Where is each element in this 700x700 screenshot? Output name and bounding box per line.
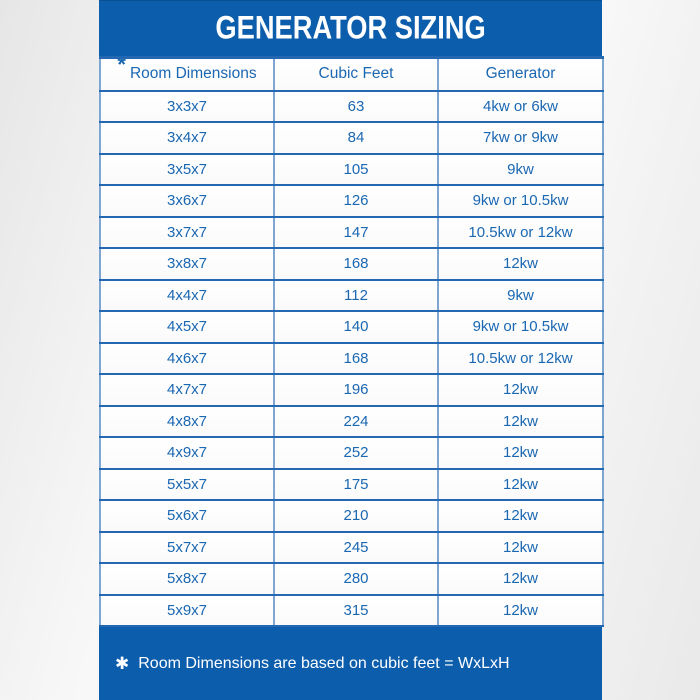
table-row: [100, 154, 603, 186]
table-row: [100, 311, 603, 343]
page-title: GENERATOR SIZING: [215, 8, 486, 47]
cubic-feet-cell: 140: [274, 311, 438, 343]
generator-cell: 12kw: [438, 406, 603, 438]
generator-cell: 12kw: [438, 437, 603, 469]
generator-cell: 12kw: [438, 374, 603, 406]
room-dimensions-cell: 3x7x7: [100, 217, 274, 249]
cubic-feet-cell: 245: [274, 532, 438, 564]
room-dimensions-cell: 4x5x7: [100, 311, 274, 343]
room-dimensions-cell: 5x5x7: [100, 469, 274, 501]
cubic-feet-cell: 168: [274, 248, 438, 280]
cubic-feet-cell: 252: [274, 437, 438, 469]
table-row: [100, 374, 603, 406]
column-header-generator: Generator: [438, 58, 603, 91]
generator-cell: 9kw or 10.5kw: [438, 311, 603, 343]
room-dimensions-cell: 4x7x7: [100, 374, 274, 406]
column-header-label: Room Dimensions: [129, 65, 257, 83]
room-dimensions-cell: 3x4x7: [100, 122, 274, 154]
generator-cell: 12kw: [438, 563, 603, 595]
generator-cell: 12kw: [438, 595, 603, 627]
table-header-row: [100, 58, 603, 91]
generator-sizing-table: [99, 52, 604, 627]
generator-cell: 9kw: [438, 280, 603, 312]
cubic-feet-cell: 175: [274, 469, 438, 501]
room-dimensions-cell: 5x9x7: [100, 595, 274, 627]
cubic-feet-cell: 315: [274, 595, 438, 627]
table-row: [100, 406, 603, 438]
room-dimensions-cell: 3x8x7: [100, 248, 274, 280]
asterisk-marker: *: [117, 52, 126, 78]
table-row: [100, 532, 603, 564]
cubic-feet-cell: 112: [274, 280, 438, 312]
generator-cell: 9kw or 10.5kw: [438, 185, 603, 217]
room-dimensions-cell: 4x6x7: [100, 343, 274, 375]
table-row: [100, 185, 603, 217]
generator-sizing-panel: [99, 0, 602, 700]
cubic-feet-cell: 126: [274, 185, 438, 217]
generator-cell: 4kw or 6kw: [438, 91, 603, 123]
table-row: [100, 343, 603, 375]
cubic-feet-cell: 147: [274, 217, 438, 249]
table-row: [100, 248, 603, 280]
cubic-feet-cell: 63: [274, 91, 438, 123]
generator-cell: 7kw or 9kw: [438, 122, 603, 154]
cubic-feet-cell: 105: [274, 154, 438, 186]
generator-cell: 12kw: [438, 500, 603, 532]
footnote-bar: [99, 627, 602, 700]
table-row: [100, 217, 603, 249]
room-dimensions-cell: 4x9x7: [100, 437, 274, 469]
generator-cell: 10.5kw or 12kw: [438, 217, 603, 249]
table-row: [100, 595, 603, 627]
room-dimensions-cell: 5x7x7: [100, 532, 274, 564]
table-row: [100, 469, 603, 501]
footnote-text: Room Dimensions are based on cubic feet = WxLxH: [138, 654, 510, 672]
table-row: [100, 122, 603, 154]
cubic-feet-cell: 196: [274, 374, 438, 406]
room-dimensions-cell: 5x6x7: [100, 500, 274, 532]
generator-cell: 12kw: [438, 532, 603, 564]
room-dimensions-cell: 4x4x7: [100, 280, 274, 312]
table-row: [100, 280, 603, 312]
table-row: [100, 563, 603, 595]
cubic-feet-cell: 210: [274, 500, 438, 532]
title-banner: [99, 0, 602, 56]
generator-cell: 9kw: [438, 154, 603, 186]
table-row: [100, 500, 603, 532]
generator-cell: 12kw: [438, 469, 603, 501]
generator-cell: 10.5kw or 12kw: [438, 343, 603, 375]
cubic-feet-cell: 280: [274, 563, 438, 595]
column-header-cubic-feet: Cubic Feet: [274, 58, 438, 91]
table-row: [100, 91, 603, 123]
column-header-room-dimensions: [100, 52, 274, 91]
asterisk-icon: ✱: [115, 653, 130, 673]
cubic-feet-cell: 224: [274, 406, 438, 438]
cubic-feet-cell: 168: [274, 343, 438, 375]
cubic-feet-cell: 84: [274, 122, 438, 154]
table-row: [100, 437, 603, 469]
room-dimensions-cell: 3x3x7: [100, 91, 274, 123]
room-dimensions-cell: 3x5x7: [100, 154, 274, 186]
room-dimensions-cell: 4x8x7: [100, 406, 274, 438]
room-dimensions-cell: 5x8x7: [100, 563, 274, 595]
room-dimensions-cell: 3x6x7: [100, 185, 274, 217]
generator-cell: 12kw: [438, 248, 603, 280]
